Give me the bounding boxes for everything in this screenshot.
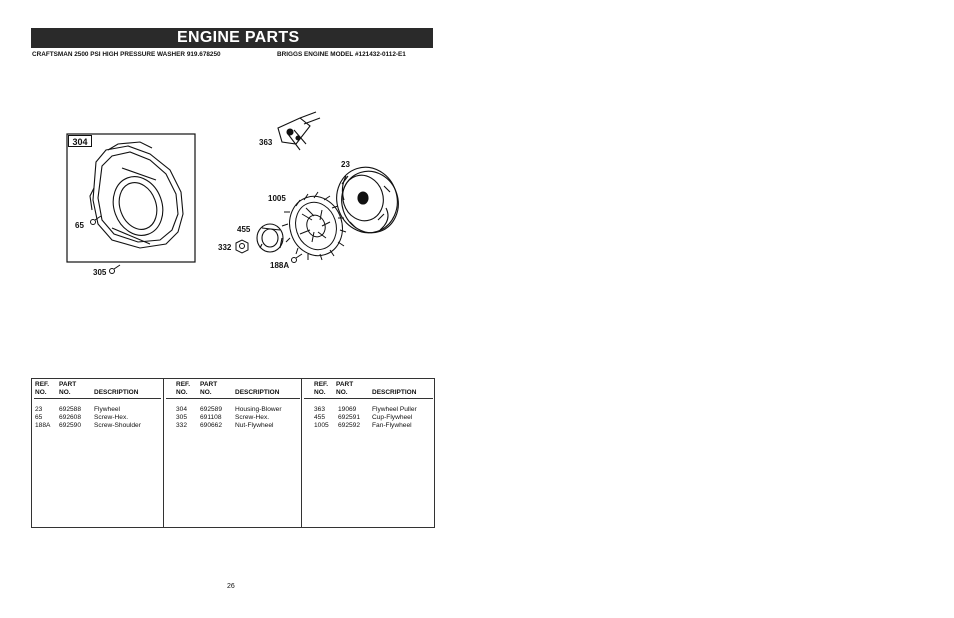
table-row: 332	[176, 422, 188, 429]
header-rule	[34, 398, 161, 399]
header-part: PART NO.	[336, 381, 354, 396]
table-row: 690662	[200, 422, 223, 429]
table-row: 305	[176, 414, 188, 421]
table-row: 19069	[338, 406, 357, 413]
header-description: DESCRIPTION	[235, 389, 280, 396]
callout-304: 304	[68, 135, 92, 147]
header-rule	[166, 398, 300, 399]
table-row: 692591	[338, 414, 361, 421]
callout-305: 305	[93, 268, 107, 277]
table-row: 692589	[200, 406, 223, 413]
screw-65	[91, 216, 102, 225]
table-row: Nut-Flywheel	[235, 422, 274, 429]
callout-455: 455	[237, 225, 251, 234]
table-row: Cup-Flywheel	[372, 414, 413, 421]
table-row: Housing-Blower	[235, 406, 282, 413]
model-caption: CRAFTSMAN 2500 PSI HIGH PRESSURE WASHER 919.678250	[32, 51, 221, 58]
table-row: 1005	[314, 422, 329, 429]
header-part: PART NO.	[59, 381, 77, 396]
table-row: Flywheel Puller	[372, 406, 417, 413]
callout-1005: 1005	[268, 194, 286, 203]
table-row: Flywheel	[94, 406, 121, 413]
table-row: Screw-Hex.	[94, 414, 129, 421]
header-description: DESCRIPTION	[94, 389, 139, 396]
table-row: Screw-Shoulder	[94, 422, 141, 429]
table-row: 692592	[338, 422, 361, 429]
flywheel-nut	[236, 240, 248, 253]
callout-188a: 188A	[270, 261, 290, 270]
table-row: 455	[314, 414, 326, 421]
header-ref: REF. NO.	[35, 381, 50, 396]
page-title: ENGINE PARTS	[177, 29, 300, 46]
header-description: DESCRIPTION	[372, 389, 417, 396]
flywheel	[328, 159, 406, 240]
header-rule	[304, 398, 433, 399]
table-row: 692608	[59, 414, 82, 421]
table-column-1	[32, 379, 163, 527]
table-row: Fan-Flywheel	[372, 422, 412, 429]
table-row: 23	[35, 406, 43, 413]
screw-188a	[292, 254, 303, 263]
table-row: 692588	[59, 406, 82, 413]
parts-table	[31, 378, 435, 528]
callout-363: 363	[259, 138, 273, 147]
flywheel-fan	[282, 189, 350, 262]
callout-332: 332	[218, 243, 232, 252]
header-part: PART NO.	[200, 381, 218, 396]
table-row: Screw-Hex.	[235, 414, 270, 421]
table-row: 363	[314, 406, 326, 413]
table-row: 304	[176, 406, 188, 413]
screw-305	[110, 265, 121, 274]
table-column-2	[163, 379, 302, 527]
table-column-3	[301, 379, 435, 527]
flywheel-cup	[257, 224, 283, 252]
blower-housing	[90, 142, 183, 248]
table-row: 65	[35, 414, 43, 421]
engine-caption: BRIGGS ENGINE MODEL #121432-0112-E1	[277, 51, 406, 58]
callout-65: 65	[75, 221, 84, 230]
housing-frame	[67, 134, 195, 262]
header-ref: REF. NO.	[176, 381, 191, 396]
table-row: 188A	[35, 422, 51, 429]
table-row: 692590	[59, 422, 82, 429]
table-row: 691108	[200, 414, 222, 421]
header-ref: REF. NO.	[314, 381, 329, 396]
flywheel-puller	[278, 112, 320, 150]
page-number: 26	[227, 583, 235, 590]
callout-23: 23	[341, 160, 350, 169]
